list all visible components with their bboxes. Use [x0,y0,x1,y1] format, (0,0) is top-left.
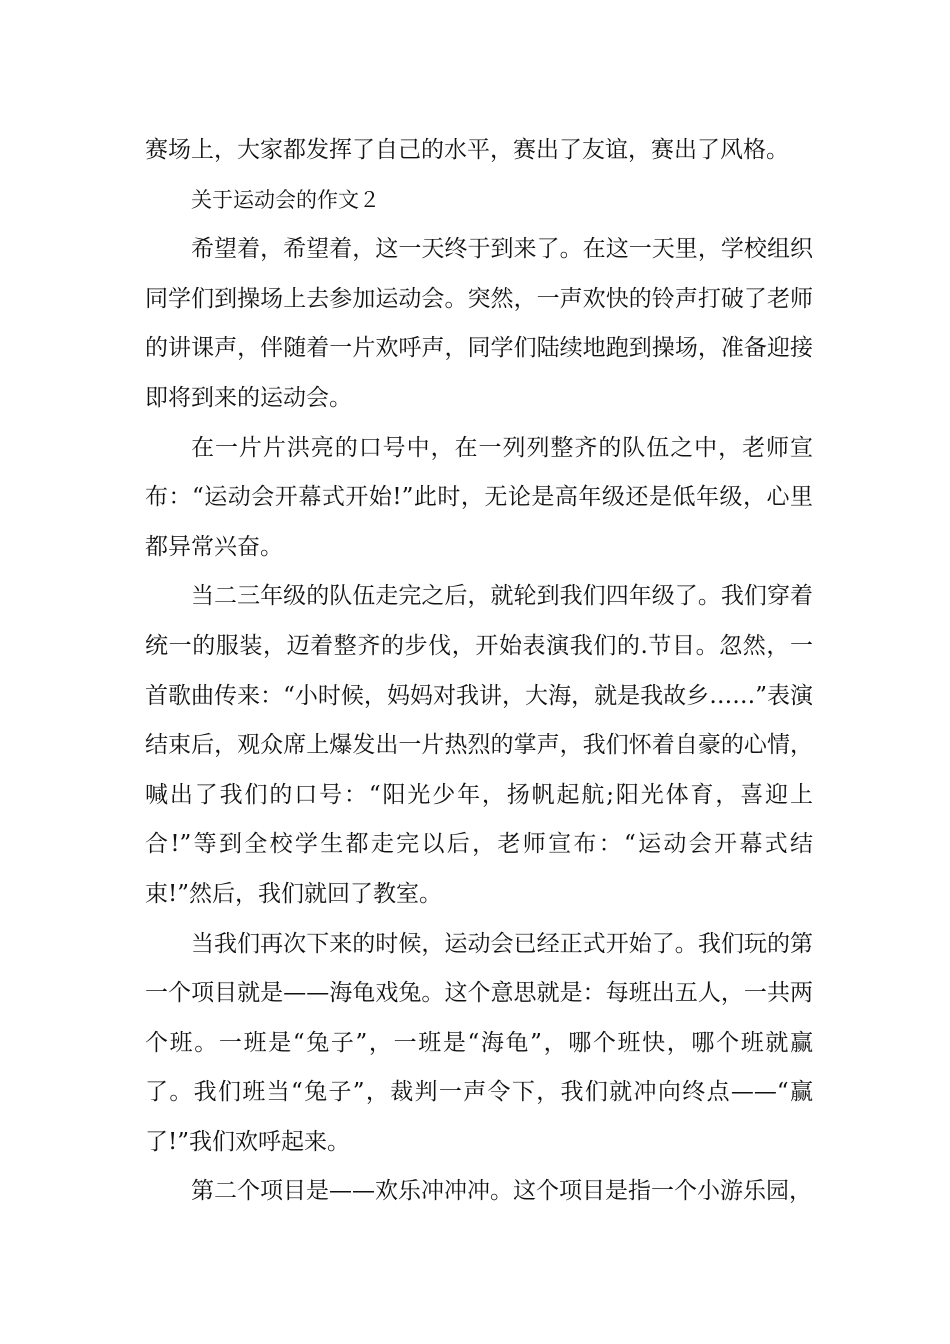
paragraph-1: 希望着，希望着，这一天终于到来了。在这一天里，学校组织同学们到操场上去参加运动会。突然，一声欢快的铃声打破了老师的讲课声，伴随着一片欢呼声，同学们陆续地跑到操场，准备迎接即将到来的运动会。 [145,236,813,411]
paragraph-3: 当二三年级的队伍走完之后，就轮到我们四年级了。我们穿着统一的服装，迈着整齐的步伐，开始表演我们的.节目。忽然，一首歌曲传来：“小时候，妈妈对我讲，大海，就是我故乡……”表演结束后，观众席上爆发出一片热烈的掌声，我们怀着自豪的心情，喊出了我们的口号：“阳光少年，扬帆起航;阳光体育，喜迎上合!”等到全校学生都走完以后，老师宣布：“运动会开幕式结束!”然后，我们就回了教室。 [145,583,813,907]
continuation-paragraph: 赛场上，大家都发挥了自己的水平，赛出了友谊，赛出了风格。 [145,137,789,163]
paragraph-2: 在一片片洪亮的口号中，在一列列整齐的队伍之中，老师宣布：“运动会开幕式开始!”此时，无论是高年级还是低年级，心里都异常兴奋。 [145,434,813,560]
paragraph-5: 第二个项目是——欢乐冲冲冲。这个项目是指一个小游乐园， [191,1178,812,1205]
paragraph-4: 当我们再次下来的时候，运动会已经正式开始了。我们玩的第一个项目就是——海龟戏兔。这个意思就是：每班出五人，一共两个班。一班是“兔子”，一班是“海龟”，哪个班快，哪个班就赢了。我们班当“兔子”，裁判一声令下，我们就冲向终点——“赢了!”我们欢呼起来。 [145,930,813,1155]
document-body [145,126,813,1217]
essay-heading: 关于运动会的作文２ [191,187,380,212]
